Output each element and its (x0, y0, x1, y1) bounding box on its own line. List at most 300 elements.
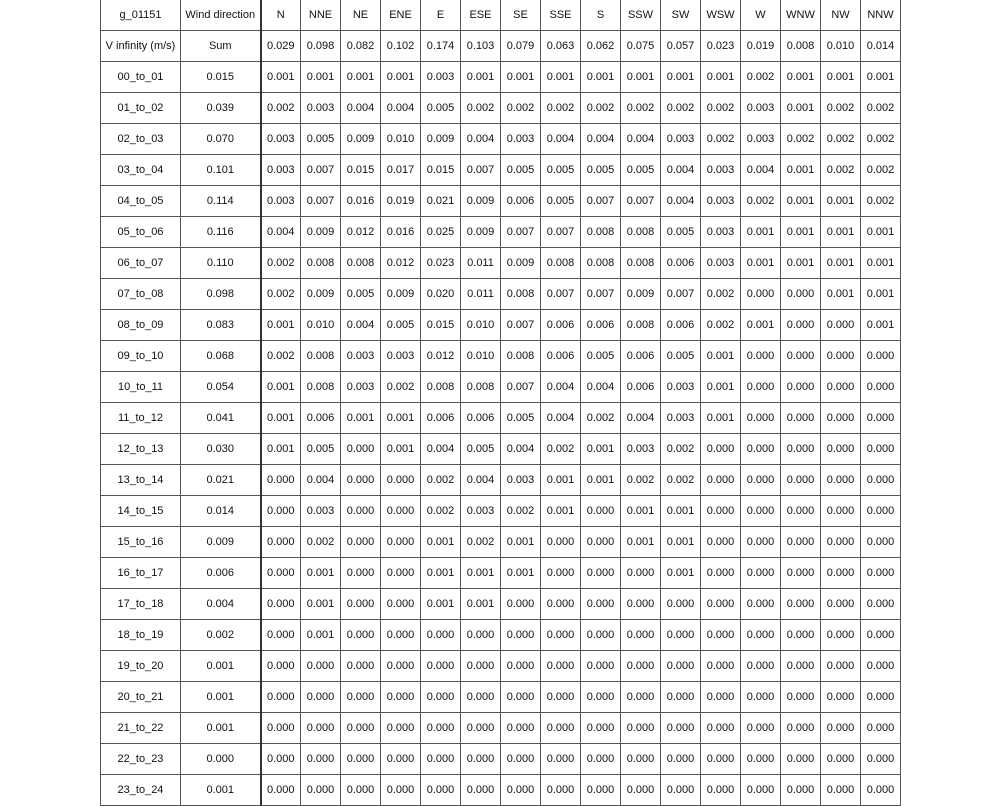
frequency-cell: 0.003 (341, 341, 381, 372)
row-sum-cell: 0.101 (181, 155, 261, 186)
frequency-cell: 0.002 (661, 465, 701, 496)
frequency-cell: 0.000 (501, 651, 541, 682)
table-row (101, 527, 901, 558)
frequency-cell: 0.003 (661, 372, 701, 403)
direction-header: SW (661, 0, 701, 31)
frequency-cell: 0.000 (741, 682, 781, 713)
frequency-cell: 0.000 (821, 310, 861, 341)
frequency-cell: 0.000 (861, 465, 901, 496)
frequency-cell: 0.000 (381, 465, 421, 496)
frequency-cell: 0.000 (261, 496, 301, 527)
frequency-cell: 0.005 (501, 403, 541, 434)
frequency-cell: 0.000 (381, 558, 421, 589)
frequency-cell: 0.000 (541, 713, 581, 744)
frequency-cell: 0.000 (541, 775, 581, 806)
frequency-cell: 0.002 (861, 186, 901, 217)
frequency-cell: 0.000 (701, 434, 741, 465)
frequency-cell: 0.006 (581, 310, 621, 341)
frequency-cell: 0.001 (541, 496, 581, 527)
frequency-cell: 0.000 (421, 651, 461, 682)
frequency-cell: 0.001 (861, 310, 901, 341)
frequency-cell: 0.000 (821, 744, 861, 775)
frequency-cell: 0.000 (381, 775, 421, 806)
frequency-cell: 0.000 (341, 744, 381, 775)
wind-frequency-table-container (100, 0, 900, 806)
sum-value-cell: 0.174 (421, 31, 461, 62)
speed-bin-label: 13_to_14 (101, 465, 181, 496)
frequency-cell: 0.006 (501, 186, 541, 217)
sum-value-cell: 0.014 (861, 31, 901, 62)
table-row (101, 279, 901, 310)
frequency-cell: 0.000 (421, 744, 461, 775)
speed-bin-label: 03_to_04 (101, 155, 181, 186)
sum-value-cell: 0.102 (381, 31, 421, 62)
direction-header: NE (341, 0, 381, 31)
frequency-cell: 0.002 (381, 372, 421, 403)
frequency-cell: 0.000 (261, 651, 301, 682)
frequency-cell: 0.000 (381, 527, 421, 558)
frequency-cell: 0.008 (301, 372, 341, 403)
frequency-cell: 0.005 (581, 155, 621, 186)
frequency-cell: 0.009 (301, 217, 341, 248)
frequency-cell: 0.000 (261, 775, 301, 806)
frequency-cell: 0.004 (541, 124, 581, 155)
frequency-cell: 0.001 (301, 589, 341, 620)
frequency-cell: 0.000 (301, 775, 341, 806)
frequency-cell: 0.000 (821, 465, 861, 496)
frequency-cell: 0.016 (341, 186, 381, 217)
frequency-cell: 0.000 (741, 434, 781, 465)
frequency-cell: 0.001 (261, 62, 301, 93)
frequency-cell: 0.007 (581, 186, 621, 217)
frequency-cell: 0.000 (821, 651, 861, 682)
frequency-cell: 0.000 (381, 496, 421, 527)
frequency-cell: 0.000 (541, 527, 581, 558)
frequency-cell: 0.001 (381, 434, 421, 465)
frequency-cell: 0.001 (781, 155, 821, 186)
frequency-cell: 0.001 (301, 620, 341, 651)
frequency-cell: 0.000 (501, 713, 541, 744)
row-sum-cell: 0.068 (181, 341, 261, 372)
speed-bin-label: 08_to_09 (101, 310, 181, 341)
frequency-cell: 0.006 (661, 248, 701, 279)
frequency-cell: 0.000 (261, 620, 301, 651)
row-sum-cell: 0.030 (181, 434, 261, 465)
speed-bin-label: 21_to_22 (101, 713, 181, 744)
frequency-cell: 0.000 (261, 589, 301, 620)
direction-header: NNE (301, 0, 341, 31)
frequency-cell: 0.006 (541, 310, 581, 341)
frequency-cell: 0.010 (301, 310, 341, 341)
frequency-cell: 0.003 (301, 93, 341, 124)
sum-value-cell: 0.062 (581, 31, 621, 62)
frequency-cell: 0.000 (381, 713, 421, 744)
row-sum-cell: 0.014 (181, 496, 261, 527)
table-row (101, 310, 901, 341)
frequency-cell: 0.000 (741, 465, 781, 496)
frequency-cell: 0.009 (381, 279, 421, 310)
frequency-cell: 0.001 (421, 527, 461, 558)
frequency-cell: 0.002 (701, 279, 741, 310)
frequency-cell: 0.004 (541, 372, 581, 403)
frequency-cell: 0.005 (381, 310, 421, 341)
frequency-cell: 0.002 (861, 93, 901, 124)
frequency-cell: 0.004 (661, 155, 701, 186)
frequency-cell: 0.005 (581, 341, 621, 372)
row-sum-cell: 0.009 (181, 527, 261, 558)
speed-bin-label: 15_to_16 (101, 527, 181, 558)
frequency-cell: 0.002 (701, 93, 741, 124)
table-row (101, 62, 901, 93)
frequency-cell: 0.001 (701, 62, 741, 93)
frequency-cell: 0.000 (821, 434, 861, 465)
frequency-cell: 0.000 (821, 682, 861, 713)
frequency-cell: 0.001 (261, 434, 301, 465)
frequency-cell: 0.000 (701, 744, 741, 775)
frequency-cell: 0.004 (661, 186, 701, 217)
frequency-cell: 0.005 (301, 124, 341, 155)
frequency-cell: 0.000 (701, 527, 741, 558)
speed-bin-label: 05_to_06 (101, 217, 181, 248)
frequency-cell: 0.000 (341, 465, 381, 496)
frequency-cell: 0.006 (421, 403, 461, 434)
frequency-cell: 0.002 (821, 155, 861, 186)
table-row (101, 775, 901, 806)
table-row (101, 713, 901, 744)
table-row (101, 372, 901, 403)
frequency-cell: 0.000 (501, 620, 541, 651)
frequency-cell: 0.001 (381, 62, 421, 93)
frequency-cell: 0.007 (301, 155, 341, 186)
frequency-cell: 0.000 (381, 620, 421, 651)
frequency-cell: 0.008 (341, 248, 381, 279)
frequency-cell: 0.001 (421, 558, 461, 589)
frequency-cell: 0.004 (541, 403, 581, 434)
table-row (101, 341, 901, 372)
speed-bin-label: 01_to_02 (101, 93, 181, 124)
frequency-cell: 0.000 (501, 744, 541, 775)
sum-value-cell: 0.098 (301, 31, 341, 62)
frequency-cell: 0.000 (541, 682, 581, 713)
frequency-cell: 0.005 (501, 155, 541, 186)
frequency-cell: 0.000 (781, 744, 821, 775)
frequency-cell: 0.009 (461, 186, 501, 217)
frequency-cell: 0.000 (781, 310, 821, 341)
direction-header: SSW (621, 0, 661, 31)
frequency-cell: 0.002 (661, 434, 701, 465)
frequency-cell: 0.003 (701, 217, 741, 248)
frequency-cell: 0.000 (741, 341, 781, 372)
frequency-cell: 0.005 (421, 93, 461, 124)
row-sum-cell: 0.006 (181, 558, 261, 589)
frequency-cell: 0.000 (581, 775, 621, 806)
frequency-cell: 0.001 (461, 62, 501, 93)
speed-bin-label: 11_to_12 (101, 403, 181, 434)
frequency-cell: 0.000 (861, 620, 901, 651)
frequency-cell: 0.000 (861, 558, 901, 589)
frequency-cell: 0.000 (741, 589, 781, 620)
sum-value-cell: 0.075 (621, 31, 661, 62)
table-row (101, 496, 901, 527)
sum-value-cell: 0.057 (661, 31, 701, 62)
frequency-cell: 0.000 (421, 620, 461, 651)
sum-value-cell: 0.082 (341, 31, 381, 62)
frequency-cell: 0.003 (661, 124, 701, 155)
frequency-cell: 0.001 (381, 403, 421, 434)
frequency-cell: 0.008 (541, 248, 581, 279)
frequency-cell: 0.000 (661, 620, 701, 651)
frequency-cell: 0.000 (781, 372, 821, 403)
speed-bin-label: 16_to_17 (101, 558, 181, 589)
frequency-cell: 0.007 (541, 279, 581, 310)
speed-bin-label: 14_to_15 (101, 496, 181, 527)
sum-value-cell: 0.019 (741, 31, 781, 62)
frequency-cell: 0.012 (341, 217, 381, 248)
frequency-cell: 0.002 (501, 496, 541, 527)
frequency-cell: 0.003 (301, 496, 341, 527)
frequency-cell: 0.000 (461, 651, 501, 682)
frequency-cell: 0.007 (501, 372, 541, 403)
frequency-cell: 0.000 (781, 465, 821, 496)
frequency-cell: 0.003 (701, 248, 741, 279)
speed-bin-label: 00_to_01 (101, 62, 181, 93)
frequency-cell: 0.008 (501, 341, 541, 372)
frequency-cell: 0.000 (501, 682, 541, 713)
frequency-cell: 0.004 (261, 217, 301, 248)
frequency-cell: 0.002 (821, 124, 861, 155)
frequency-cell: 0.001 (661, 62, 701, 93)
frequency-cell: 0.002 (461, 93, 501, 124)
frequency-cell: 0.001 (541, 62, 581, 93)
frequency-cell: 0.001 (621, 62, 661, 93)
frequency-cell: 0.000 (461, 682, 501, 713)
frequency-cell: 0.001 (821, 62, 861, 93)
frequency-cell: 0.003 (701, 155, 741, 186)
frequency-cell: 0.003 (461, 496, 501, 527)
frequency-cell: 0.005 (541, 155, 581, 186)
frequency-cell: 0.000 (781, 682, 821, 713)
frequency-cell: 0.000 (741, 372, 781, 403)
frequency-cell: 0.000 (501, 775, 541, 806)
frequency-cell: 0.006 (661, 310, 701, 341)
frequency-cell: 0.001 (341, 62, 381, 93)
frequency-cell: 0.000 (701, 620, 741, 651)
frequency-cell: 0.000 (261, 744, 301, 775)
row-sum-cell: 0.116 (181, 217, 261, 248)
corner-label: g_01151 (101, 0, 181, 31)
frequency-cell: 0.000 (461, 620, 501, 651)
sum-value-cell: 0.023 (701, 31, 741, 62)
frequency-cell: 0.000 (861, 744, 901, 775)
frequency-cell: 0.000 (581, 713, 621, 744)
frequency-cell: 0.000 (861, 403, 901, 434)
frequency-cell: 0.002 (621, 465, 661, 496)
frequency-cell: 0.001 (581, 62, 621, 93)
frequency-cell: 0.000 (821, 620, 861, 651)
frequency-cell: 0.005 (461, 434, 501, 465)
frequency-cell: 0.025 (421, 217, 461, 248)
frequency-cell: 0.002 (741, 62, 781, 93)
frequency-cell: 0.009 (421, 124, 461, 155)
frequency-cell: 0.000 (341, 496, 381, 527)
row-sum-cell: 0.002 (181, 620, 261, 651)
frequency-cell: 0.000 (821, 372, 861, 403)
frequency-cell: 0.000 (861, 527, 901, 558)
frequency-cell: 0.000 (581, 589, 621, 620)
frequency-cell: 0.007 (501, 310, 541, 341)
frequency-cell: 0.000 (781, 403, 821, 434)
frequency-cell: 0.000 (781, 713, 821, 744)
frequency-cell: 0.020 (421, 279, 461, 310)
frequency-cell: 0.000 (381, 589, 421, 620)
frequency-cell: 0.000 (661, 682, 701, 713)
frequency-cell: 0.000 (621, 651, 661, 682)
frequency-cell: 0.012 (381, 248, 421, 279)
frequency-cell: 0.001 (861, 62, 901, 93)
frequency-cell: 0.003 (421, 62, 461, 93)
frequency-cell: 0.015 (421, 310, 461, 341)
direction-header: WSW (701, 0, 741, 31)
speed-bin-label: 23_to_24 (101, 775, 181, 806)
row-sum-cell: 0.054 (181, 372, 261, 403)
frequency-cell: 0.004 (581, 372, 621, 403)
frequency-cell: 0.003 (381, 341, 421, 372)
frequency-cell: 0.011 (461, 248, 501, 279)
frequency-cell: 0.000 (861, 775, 901, 806)
frequency-cell: 0.016 (381, 217, 421, 248)
frequency-cell: 0.010 (461, 341, 501, 372)
row-sum-cell: 0.001 (181, 775, 261, 806)
table-row (101, 620, 901, 651)
frequency-cell: 0.004 (461, 465, 501, 496)
frequency-cell: 0.000 (461, 744, 501, 775)
frequency-cell: 0.000 (661, 713, 701, 744)
frequency-cell: 0.000 (301, 713, 341, 744)
table-row (101, 124, 901, 155)
table-row (101, 434, 901, 465)
frequency-cell: 0.000 (501, 589, 541, 620)
frequency-cell: 0.001 (661, 496, 701, 527)
direction-header: WNW (781, 0, 821, 31)
frequency-cell: 0.001 (821, 248, 861, 279)
frequency-cell: 0.001 (261, 372, 301, 403)
frequency-cell: 0.001 (501, 527, 541, 558)
frequency-cell: 0.002 (821, 93, 861, 124)
frequency-cell: 0.008 (621, 248, 661, 279)
sum-label: Sum (181, 31, 261, 62)
frequency-cell: 0.002 (861, 124, 901, 155)
frequency-cell: 0.000 (341, 713, 381, 744)
frequency-cell: 0.000 (541, 558, 581, 589)
frequency-cell: 0.007 (461, 155, 501, 186)
speed-bin-label: 10_to_11 (101, 372, 181, 403)
frequency-cell: 0.000 (301, 744, 341, 775)
speed-bin-label: 12_to_13 (101, 434, 181, 465)
row-sum-cell: 0.110 (181, 248, 261, 279)
frequency-cell: 0.000 (741, 744, 781, 775)
frequency-cell: 0.006 (301, 403, 341, 434)
frequency-cell: 0.002 (301, 527, 341, 558)
frequency-cell: 0.001 (821, 186, 861, 217)
speed-bin-label: 17_to_18 (101, 589, 181, 620)
frequency-cell: 0.002 (261, 279, 301, 310)
frequency-cell: 0.000 (261, 682, 301, 713)
frequency-cell: 0.001 (501, 62, 541, 93)
frequency-cell: 0.001 (821, 279, 861, 310)
frequency-cell: 0.001 (741, 310, 781, 341)
frequency-cell: 0.002 (581, 403, 621, 434)
frequency-cell: 0.000 (701, 775, 741, 806)
frequency-cell: 0.000 (621, 620, 661, 651)
frequency-cell: 0.000 (621, 558, 661, 589)
frequency-cell: 0.000 (741, 775, 781, 806)
frequency-cell: 0.000 (341, 620, 381, 651)
frequency-cell: 0.000 (381, 682, 421, 713)
frequency-cell: 0.002 (261, 93, 301, 124)
frequency-cell: 0.003 (261, 155, 301, 186)
frequency-cell: 0.015 (421, 155, 461, 186)
frequency-cell: 0.003 (501, 124, 541, 155)
frequency-cell: 0.008 (621, 217, 661, 248)
frequency-cell: 0.002 (701, 124, 741, 155)
frequency-cell: 0.000 (341, 589, 381, 620)
frequency-cell: 0.000 (261, 465, 301, 496)
frequency-cell: 0.000 (661, 589, 701, 620)
frequency-cell: 0.008 (461, 372, 501, 403)
frequency-cell: 0.002 (861, 155, 901, 186)
frequency-cell: 0.006 (621, 341, 661, 372)
frequency-cell: 0.000 (261, 713, 301, 744)
frequency-cell: 0.000 (341, 434, 381, 465)
frequency-cell: 0.005 (341, 279, 381, 310)
wind-frequency-table (100, 0, 901, 806)
frequency-cell: 0.008 (581, 248, 621, 279)
frequency-cell: 0.000 (701, 465, 741, 496)
frequency-cell: 0.001 (781, 62, 821, 93)
frequency-cell: 0.001 (261, 310, 301, 341)
speed-bin-label: 20_to_21 (101, 682, 181, 713)
frequency-cell: 0.000 (621, 713, 661, 744)
frequency-cell: 0.001 (301, 62, 341, 93)
frequency-cell: 0.006 (461, 403, 501, 434)
frequency-cell: 0.004 (461, 124, 501, 155)
speed-bin-label: 19_to_20 (101, 651, 181, 682)
frequency-cell: 0.004 (581, 124, 621, 155)
frequency-cell: 0.000 (621, 589, 661, 620)
frequency-cell: 0.000 (581, 682, 621, 713)
frequency-cell: 0.001 (621, 496, 661, 527)
table-row (101, 682, 901, 713)
frequency-cell: 0.000 (741, 713, 781, 744)
direction-header: ENE (381, 0, 421, 31)
table-row (101, 651, 901, 682)
frequency-cell: 0.000 (781, 589, 821, 620)
frequency-cell: 0.000 (701, 496, 741, 527)
frequency-cell: 0.001 (461, 558, 501, 589)
frequency-cell: 0.000 (541, 744, 581, 775)
frequency-cell: 0.021 (421, 186, 461, 217)
frequency-cell: 0.001 (661, 527, 701, 558)
frequency-cell: 0.001 (741, 248, 781, 279)
frequency-cell: 0.003 (261, 124, 301, 155)
frequency-cell: 0.000 (701, 682, 741, 713)
wind-direction-header: Wind direction (181, 0, 261, 31)
frequency-cell: 0.000 (621, 775, 661, 806)
frequency-cell: 0.012 (421, 341, 461, 372)
direction-header: E (421, 0, 461, 31)
frequency-cell: 0.002 (581, 93, 621, 124)
frequency-cell: 0.000 (341, 558, 381, 589)
